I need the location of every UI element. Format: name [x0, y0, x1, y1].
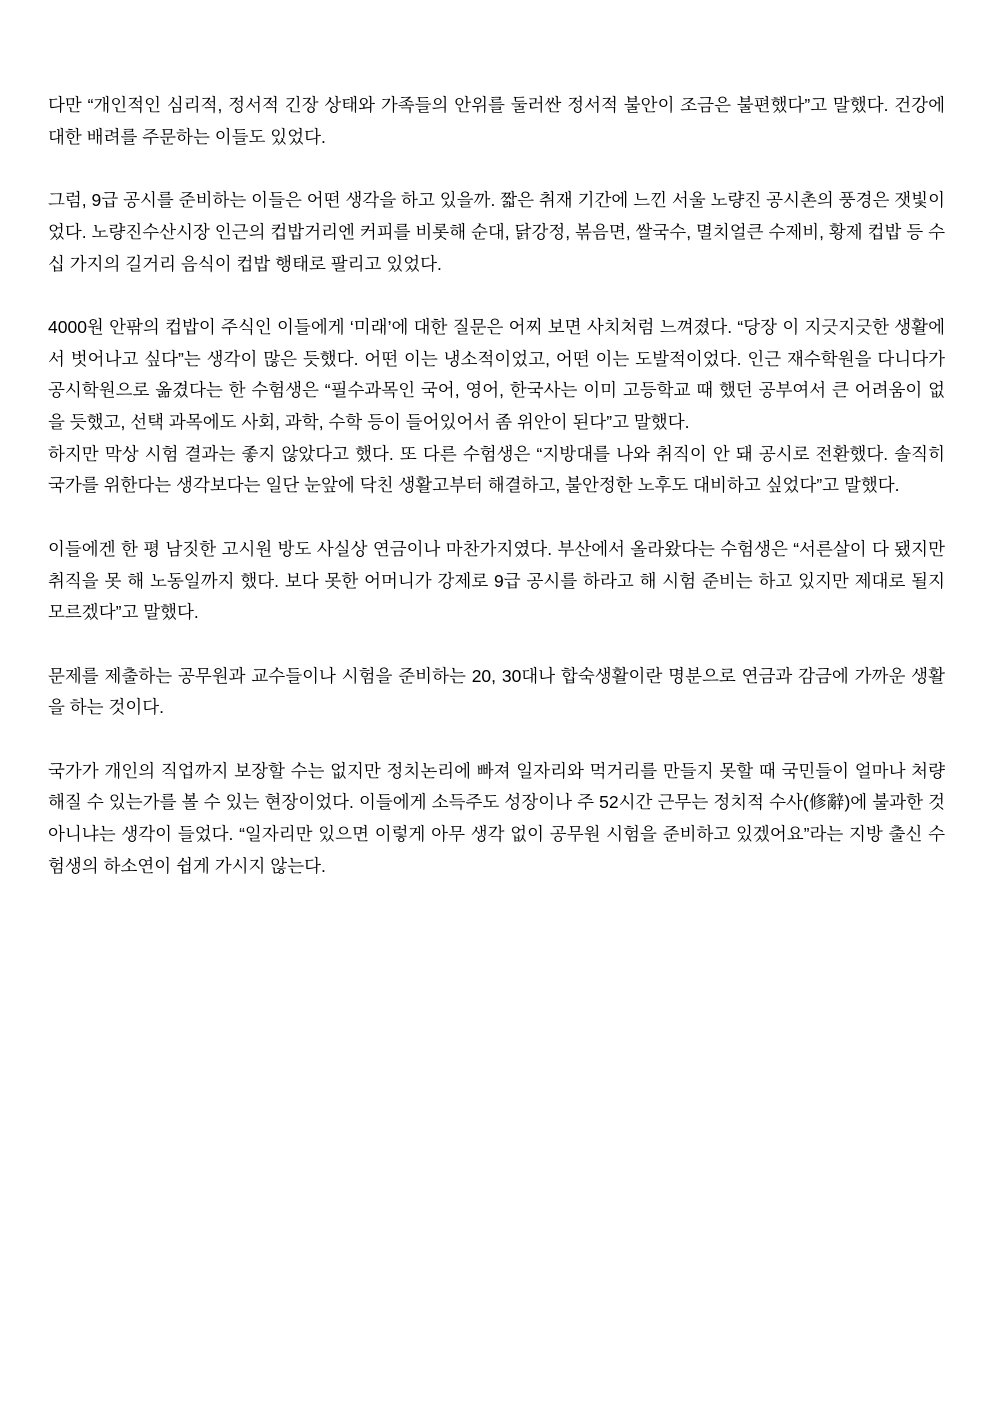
- paragraph-gosiwon-room: 이들에겐 한 평 남짓한 고시원 방도 사실상 연금이나 마찬가지였다. 부산에서 올라왔다는 수험생은 “서른살이 다 됐지만 취직을 못 해 노동일까지 했다. 보다 못한 어머니가 강제로 9급 공시를 하라고 해 시험 준비는 하고 있지만 제대로 될지 모르겠다”고 말했다.: [48, 538, 945, 623]
- paragraph-future-question: 4000원 안팎의 컵밥이 주식인 이들에게 ‘미래’에 대한 질문은 어찌 보면 사치처럼 느껴졌다. “당장 이 지긋지긋한 생활에서 벗어나고 싶다”는 생각이 많은 듯했다. 어떤 이는 냉소적이었고, 어떤 이는 도발적이었다. 인근 재수학원을 다니다가 공시학원으로 옮겼다는 한 수험생은 “필수과목인 국어, 영어, 한국사는 이미 고등학교 때 했던 공부여서 큰 어려움이 없을 듯했고, 선택 과목에도 사회, 과학, 수학 등이 들어있어서 좀 위안이 된다”고 말했다.: [48, 316, 945, 432]
- paragraph-exam-result: 하지만 막상 시험 결과는 좋지 않았다고 했다. 또 다른 수험생은 “지방대를 나와 취직이 안 돼 공시로 전환했다. 솔직히 국가를 위한다는 생각보다는 일단 눈앞에 닥친 생활고부터 해결하고, 불안정한 노후도 대비하고 싶었다”고 말했다.: [48, 443, 945, 496]
- paragraph-conclusion: 국가가 개인의 직업까지 보장할 수는 없지만 정치논리에 빠져 일자리와 먹거리를 만들지 못할 때 국민들이 얼마나 처량해질 수 있는가를 볼 수 있는 현장이었다. 이들에게 소득주도 성장이나 주 52시간 근무는 정치적 수사(修辭)에 불과한 것 아니냐는 생각이 들었다. “일자리만 있으면 이렇게 아무 생각 없이 공무원 시험을 준비하고 있겠어요”라는 지방 출신 수험생의 하소연이 쉽게 가시지 않는다.: [48, 760, 945, 876]
- paragraph-noryangjin-cupbap-street: 그럼, 9급 공시를 준비하는 이들은 어떤 생각을 하고 있을까. 짧은 취재 기간에 느낀 서울 노량진 공시촌의 풍경은 잿빛이었다. 노량진수산시장 인근의 컵밥거리엔 커피를 비롯해 순대, 닭강정, 볶음면, 쌀국수, 멸치얼큰 수제비, 황제 컵밥 등 수십 가지의 길거리 음식이 컵밥 행태로 팔리고 있었다.: [48, 190, 945, 274]
- paragraph-confinement-life: 문제를 제출하는 공무원과 교수들이나 시험을 준비하는 20, 30대나 합숙생활이란 명분으로 연금과 감금에 가까운 생활을 하는 것이다.: [48, 665, 945, 718]
- paragraph-personal-anxiety: 다만 “개인적인 심리적, 정서적 긴장 상태와 가족들의 안위를 둘러싼 정서적 불안이 조금은 불편했다”고 말했다. 건강에 대한 배려를 주문하는 이들도 있었다.: [48, 95, 945, 147]
